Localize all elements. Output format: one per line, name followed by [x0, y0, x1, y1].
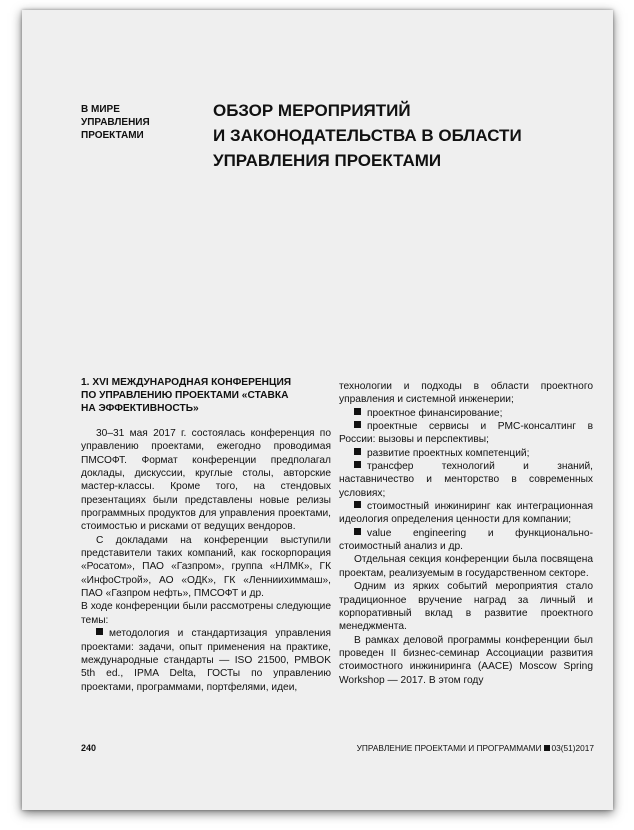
bullet-text: проектные сервисы и PMC-консалтинг в России: вызовы и перспективы; [339, 421, 593, 446]
paragraph: Отдельная секция конференции была посвящена проектам, реализуемым в государственном секторе. [339, 554, 593, 579]
paragraph: В ходе конференции были рассмотрены следующие темы: [81, 601, 331, 626]
heading-line: 1. XVI МЕЖДУНАРОДНАЯ КОНФЕРЕНЦИЯ [81, 377, 292, 388]
separator-square-icon [544, 745, 550, 751]
issue-number: 03(51)2017 [551, 743, 594, 753]
title-line: УПРАВЛЕНИЯ ПРОЕКТАМИ [213, 151, 442, 170]
heading-line: ПО УПРАВЛЕНИЮ ПРОЕКТАМИ «СТАВКА [81, 390, 289, 401]
journal-footer [357, 743, 594, 753]
bullet-item [339, 447, 593, 460]
bullet-text: проектное финансирование; [367, 407, 503, 419]
document-page [22, 10, 613, 810]
bullet-text: методология и стандартизация управления проектами: задачи, опыт применения на практике, международные стандарты — ISO 21500, PMBOK 5th ed., IPMA Delta, ГОСТы по управлению проектами, программами, портфелями, идеи, [81, 628, 331, 693]
heading-line: НА ЭФФЕКТИВНОСТЬ» [81, 403, 199, 414]
bullet-item [339, 500, 593, 527]
bullet-square-icon [96, 628, 103, 635]
bullet-square-icon [354, 461, 361, 468]
bullet-text: трансфер технологий и знаний, наставничество и менторство в современных условиях; [339, 461, 593, 499]
bullet-item [81, 627, 331, 694]
bullet-item [339, 420, 593, 447]
page-title [213, 98, 593, 173]
bullet-square-icon [354, 421, 361, 428]
article-heading [81, 376, 331, 415]
bullet-square-icon [354, 528, 361, 535]
paragraph: В рамках деловой программы конференции был проведен II бизнес-семинар Ассоциации развития стоимостного инжиниринга (AACE) Moscow Spring Workshop — 2017. В этом году [339, 634, 593, 686]
bullet-item [339, 460, 593, 500]
bullet-item [339, 527, 593, 554]
title-line: ОБЗОР МЕРОПРИЯТИЙ [213, 101, 411, 120]
title-line: И ЗАКОНОДАТЕЛЬСТВА В ОБЛАСТИ [213, 126, 522, 145]
bullet-square-icon [354, 501, 361, 508]
paragraph: Одним из ярких событий мероприятия стало традиционное вручение наград за личный и корпоративный вклад в развитие проектного менеджмента. [339, 581, 593, 633]
right-column [339, 380, 593, 687]
section-label: В МИРЕ УПРАВЛЕНИЯ ПРОЕКТАМИ [81, 104, 150, 141]
paragraph: технологии и подходы в области проектного управления и системной инженерии; [339, 381, 593, 406]
paragraph: 30–31 мая 2017 г. состоялась конференция по управлению проектами, ежегодно проводимая ПМСОФТ. Формат конференции предполагал доклады, дискуссии, круглые столы, авторские мастер-классы. Кроме того, на стендовых презентациях были представлены новые релизы программных продуктов для управления проектами, стоимостью и рисками от ведущих вендоров. [81, 428, 331, 533]
bullet-square-icon [354, 408, 361, 415]
journal-name: УПРАВЛЕНИЕ ПРОЕКТАМИ И ПРОГРАММАМИ [356, 743, 542, 753]
paragraph: С докладами на конференции выступили представители таких компаний, как госкорпорация «Росатом», ПАО «Газпром», группа «НЛМК», ГК «ИнфоСтрой», АО «ОДК», ГК «Ленниихиммаш», ПАО «Газпром нефть», ПМСОФТ и др. [81, 534, 331, 600]
bullet-text: развитие проектных компетенций; [367, 447, 530, 459]
page-number: 240 [81, 743, 97, 753]
left-column [81, 376, 331, 694]
bullet-text: value engineering и функционально-стоимостный анализ и др. [339, 527, 593, 553]
bullet-item [339, 407, 593, 420]
bullet-text: стоимостный инжиниринг как интеграционная идеология определения ценности для компании; [339, 501, 593, 526]
bullet-square-icon [354, 448, 361, 455]
